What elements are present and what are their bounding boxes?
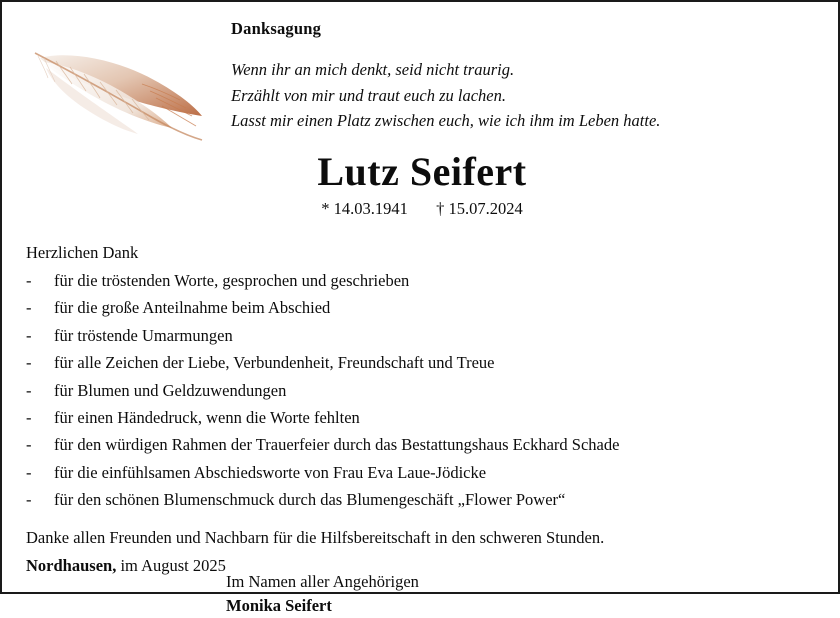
- bullet-dash: -: [26, 380, 32, 400]
- verse-line-2: Erzählt von mir und traut euch zu lachen.: [231, 85, 506, 105]
- bullet-dash: -: [26, 435, 32, 455]
- closing-text: Danke allen Freunden und Nachbarn für die Hilfsbereitschaft in den schweren Stunden.: [26, 527, 605, 547]
- list-item-text: für die tröstenden Worte, gesprochen und geschrieben: [54, 270, 410, 290]
- list-item: [26, 379, 818, 402]
- thanks-list: [26, 269, 818, 512]
- place-name: Nordhausen,: [26, 556, 117, 575]
- list-item-text: für den würdigen Rahmen der Trauerfeier durch das Bestattungshaus Eckhard Schade: [54, 435, 620, 455]
- feather-illustration: [22, 44, 212, 149]
- list-item: [26, 406, 818, 429]
- verse-line-3: Lasst mir einen Platz zwischen euch, wie ich ihm im Leben hatte.: [231, 111, 661, 131]
- verse-block: [231, 57, 818, 134]
- name-block: [26, 150, 818, 219]
- list-item: [26, 269, 818, 292]
- list-item-text: für einen Händedruck, wenn die Worte fehlten: [54, 408, 360, 427]
- card-inner: [2, 2, 838, 615]
- list-item: [26, 296, 818, 319]
- feather-icon: [22, 44, 212, 149]
- verse-line-1: Wenn ihr an mich denkt, seid nicht traurig.: [231, 60, 515, 79]
- date-line: im August 2025: [120, 556, 226, 575]
- birth-symbol: *: [321, 199, 330, 219]
- family-line: Im Namen aller Angehörigen: [226, 571, 419, 591]
- family-block: [226, 570, 818, 618]
- list-item-text: für die einfühlsamen Abschiedsworte von Frau Eva Laue-Jödicke: [54, 462, 487, 482]
- family-name: Monika Seifert: [226, 595, 332, 615]
- thanks-intro: Herzlichen Dank: [26, 243, 139, 263]
- death-symbol: †: [436, 199, 445, 219]
- place-and-date: [26, 556, 226, 576]
- bullet-dash: -: [26, 490, 32, 510]
- list-item: [26, 488, 818, 511]
- list-item-text: für den schönen Blumenschmuck durch das Blumengeschäft „Flower Power“: [54, 490, 566, 510]
- header-block: [231, 14, 818, 134]
- bullet-dash: -: [26, 353, 32, 373]
- birth-date: 14.03.1941: [333, 199, 408, 219]
- list-item: [26, 461, 818, 484]
- life-dates: [26, 199, 818, 219]
- list-item-text: für alle Zeichen der Liebe, Verbundenheit, Freundschaft und Treue: [54, 353, 495, 373]
- thanks-section: [26, 245, 818, 511]
- bullet-dash: -: [26, 298, 32, 318]
- death-date: 15.07.2024: [448, 199, 523, 219]
- list-item-text: für die große Anteilnahme beim Abschied: [54, 298, 331, 318]
- list-item: [26, 351, 818, 374]
- bullet-dash: -: [26, 270, 32, 290]
- bullet-dash: -: [26, 325, 32, 345]
- list-item-text: für Blumen und Geldzuwendungen: [54, 380, 287, 400]
- bullet-dash: -: [26, 408, 32, 427]
- list-item: [26, 433, 818, 456]
- page-title: Danksagung: [231, 19, 322, 38]
- list-item: [26, 324, 818, 347]
- list-item-text: für tröstende Umarmungen: [54, 325, 233, 345]
- deceased-name: Lutz Seifert: [317, 149, 527, 195]
- bullet-dash: -: [26, 462, 32, 482]
